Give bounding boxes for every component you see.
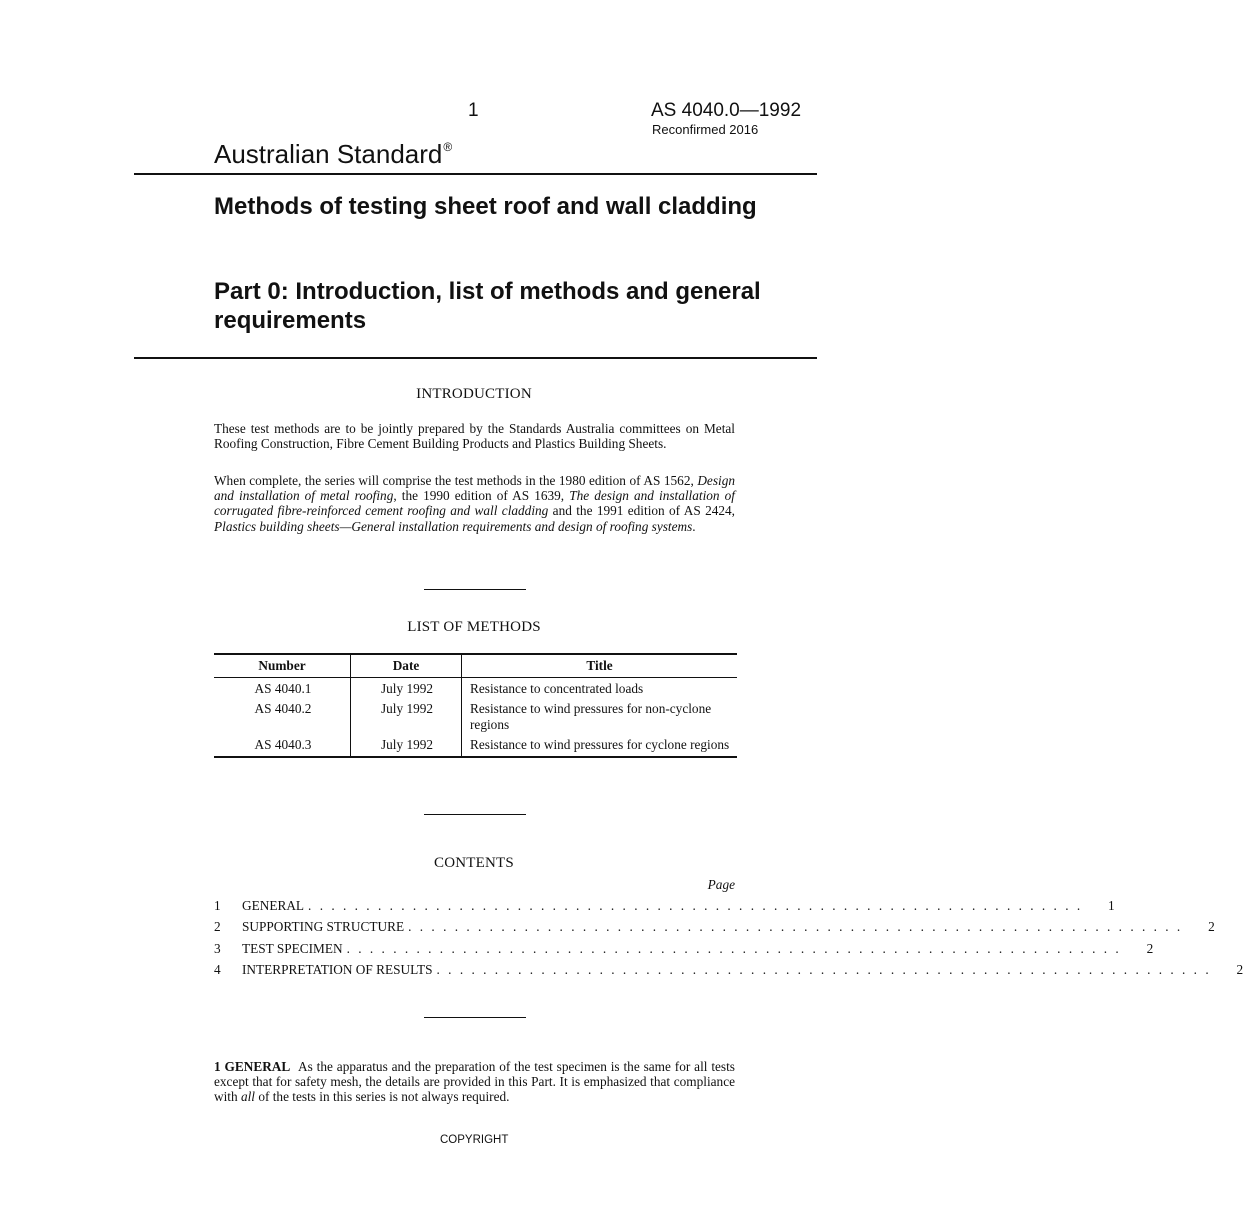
registered-mark: ® xyxy=(443,140,453,154)
referenced-title: Plastics building sheets—General installation requirements and design of roofing systems xyxy=(214,518,693,534)
method-title: Resistance to wind pressures for non-cyclone regions xyxy=(470,701,712,732)
introduction-paragraph-1: These test methods are to be jointly prepared by the Standards Australia committees on Metal Roofing Construction, Fibre Cement Building Products and Plastics Building Sheets. xyxy=(214,421,735,452)
method-number: AS 4040.3 xyxy=(214,735,351,757)
toc-page: 2 xyxy=(1208,919,1215,934)
toc-number: 3 xyxy=(214,941,221,956)
toc-title: GENERAL xyxy=(242,898,305,913)
series-title xyxy=(214,139,452,170)
toc-leader: . . . . . . . . . . . . . . . . . . . . . . . . . . . . . . . . . . . . . . . . . . . . . . . . . . . . . . . . . . . . . . . . . . . xyxy=(408,919,1183,934)
toc-leader: . . . . . . . . . . . . . . . . . . . . . . . . . . . . . . . . . . . . . . . . . . . . . . . . . . . . . . . . . . . . . . . . . . . xyxy=(308,898,1083,913)
toc-page: 2 xyxy=(1146,941,1154,956)
method-number: AS 4040.2 xyxy=(214,699,351,734)
section-divider xyxy=(424,589,526,590)
methods-table xyxy=(214,653,737,758)
page-column-label: Page xyxy=(707,877,735,892)
toc-entry[interactable] xyxy=(214,962,1244,980)
part-title: Part 0: Introduction, list of methods and general requirements xyxy=(214,278,761,334)
main-title: Methods of testing sheet roof and wall cladding xyxy=(214,193,757,220)
series-title-text: Australian Standard xyxy=(214,139,443,169)
toc-number: 4 xyxy=(214,962,221,977)
referenced-title: The design and installation of corrugated fibre-reinforced cement roofing and wall cladding xyxy=(214,488,735,519)
section-divider xyxy=(424,1017,526,1018)
method-date: July 1992 xyxy=(351,699,462,734)
document-id: AS 4040.0—1992 xyxy=(651,100,802,121)
introduction-paragraph-2: When complete, the series will comprise the test methods in the 1980 edition of AS 1562, Design and installation of metal roofing, the 1990 edition of AS 1639, The design and installation of corrugated fibre-reinforced cement roofing and wall cladding and the 1991 edition of AS 2424, Plastics building sheets—General installation requirements and design of roofing systems. xyxy=(214,473,735,534)
toc-title: INTERPRETATION OF RESULTS xyxy=(242,962,433,977)
toc-number: 2 xyxy=(214,919,221,934)
column-header-number: Number xyxy=(214,654,351,678)
toc-page: 2 xyxy=(1236,962,1244,977)
table-header-row xyxy=(214,654,737,678)
referenced-title: Design and installation of metal roofing xyxy=(214,473,735,504)
method-title: Resistance to concentrated loads xyxy=(470,681,644,697)
contents-heading: CONTENTS xyxy=(434,855,514,871)
toc-entry[interactable] xyxy=(214,941,1154,959)
method-number: AS 4040.1 xyxy=(214,678,351,700)
title-rule xyxy=(134,357,817,359)
table-row xyxy=(214,735,737,757)
reconfirmed-note: Reconfirmed 2016 xyxy=(652,122,759,137)
introduction-heading: INTRODUCTION xyxy=(416,386,532,402)
section-divider xyxy=(424,814,526,815)
toc-entry[interactable] xyxy=(214,919,1215,937)
table-row xyxy=(214,678,737,700)
column-header-date: Date xyxy=(351,654,462,678)
method-date: July 1992 xyxy=(351,735,462,757)
table-row xyxy=(214,699,737,734)
toc-page: 1 xyxy=(1108,898,1115,913)
toc-leader: . . . . . . . . . . . . . . . . . . . . . . . . . . . . . . . . . . . . . . . . . . . . . . . . . . . . . . . . . . . . . . . . . . . xyxy=(436,962,1212,977)
header-rule xyxy=(134,173,817,175)
general-section: 1 GENERAL As the apparatus and the preparation of the test specimen is the same for all tests except that for safety mesh, the details are provided in this Part. It is emphasized that compliance with all of the tests in this series is not always required. xyxy=(214,1059,735,1105)
general-heading: 1 GENERAL xyxy=(214,1059,291,1074)
page-number: 1 xyxy=(468,100,479,121)
method-date: July 1992 xyxy=(351,678,462,700)
column-header-title: Title xyxy=(586,658,613,673)
method-title: Resistance to wind pressures for cyclone regions xyxy=(470,736,730,752)
toc-leader: . . . . . . . . . . . . . . . . . . . . . . . . . . . . . . . . . . . . . . . . . . . . . . . . . . . . . . . . . . . . . . . . . . . xyxy=(346,941,1122,956)
copyright-notice: COPYRIGHT xyxy=(440,1134,509,1146)
toc-title: TEST SPECIMEN xyxy=(242,941,343,956)
toc-number: 1 xyxy=(214,898,221,913)
methods-heading: LIST OF METHODS xyxy=(407,619,541,635)
toc-title: SUPPORTING STRUCTURE xyxy=(242,919,405,934)
toc-entry[interactable] xyxy=(214,898,1115,916)
emphasis: all xyxy=(240,1089,256,1105)
